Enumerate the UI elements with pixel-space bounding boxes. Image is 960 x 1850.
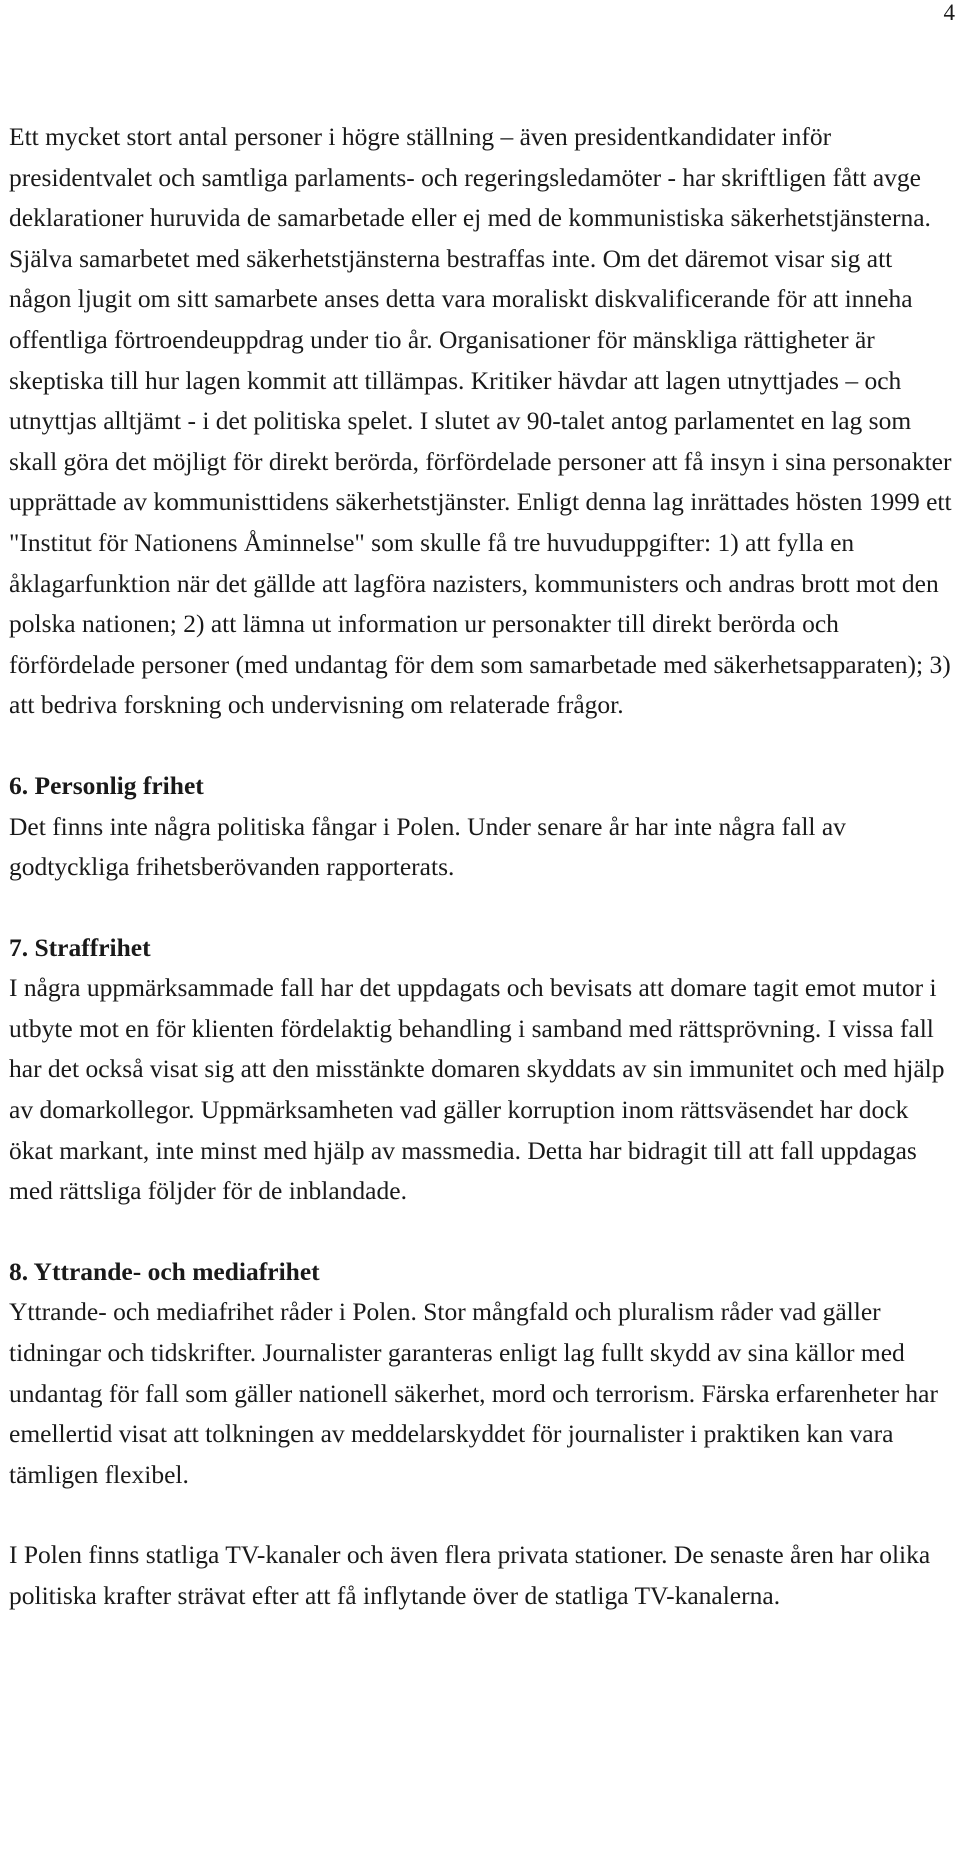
section-paragraph: I några uppmärksammade fall har det uppdagats och bevisats att domare tagit emot mutor i utbyte mot en för klienten fördelaktig behandling i samband med rättsprövning. I vissa fall har det också visat sig att den misstänkte domaren skyddats av sin immunitet och med hjälp av domarkollegor. Uppmärksamheten vad gäller korruption inom rättsväsendet har dock ökat markant, inte minst med hjälp av massmedia. Detta har bidragit till att fall uppdagas med rättsliga följder för de inblandade.: [9, 973, 945, 1206]
intro-paragraph: Ett mycket stort antal personer i högre ställning – även presidentkandidater inför presidentvalet och samtliga parlaments- och regeringsledamöter - har skriftligen fått avge deklarationer huruvida de samarbetade eller ej med de kommunistiska säkerhetstjänsterna. Själva samarbetet med säkerhetstjänsterna bestraffas inte. Om det däremot visar sig att någon ljugit om sitt samarbete anses detta vara moraliskt diskvalificerande för att inneha offentliga förtroendeuppdrag under tio år. Organisationer för mänskliga rättigheter är skeptiska till hur lagen kommit att tillämpas. Kritiker hävdar att lagen utnyttjades – och utnyttjas alltjämt - i det politiska spelet. I slutet av 90-talet antog parlamentet en lag som skall göra det möjligt för direkt berörda, förfördelade personer att få insyn i sina personakter upprättade av kommunisttidens säkerhetstjänster. Enligt denna lag inrättades hösten 1999 ett "Institut för Nationens Åminnelse" som skulle få tre huvuduppgifter: 1) att fylla en åklagarfunktion när det gällde att lagföra nazisters, kommunisters och andras brott mot den polska nationen; 2) att lämna ut information ur personakter till direkt berörda och förfördelade personer (med undantag för dem som samarbetade med säkerhetsapparaten); 3) att bedriva forskning och undervisning om relaterade frågor.: [9, 122, 952, 720]
section-heading: 7. Straffrihet: [9, 932, 151, 962]
section-paragraph: Yttrande- och mediafrihet råder i Polen. Stor mångfald och pluralism råder vad gäller tidningar och tidskrifter. Journalister garanteras enligt lag fullt skydd av sina källor med undantag för fall som gäller nationell säkerhet, mord och terrorism. Färska erfarenheter har emellertid visat att tolkningen av meddelarskyddet för journalister i praktiken kan vara tämligen flexibel.: [9, 1297, 938, 1489]
section-personlig-frihet: [9, 766, 957, 888]
page-number: 4: [943, 0, 955, 25]
section-paragraph: Det finns inte några politiska fångar i Polen. Under senare år har inte några fall av godtyckliga frihetsberövanden rapporterats.: [9, 811, 846, 882]
section-heading: 8. Yttrande- och mediafrihet: [9, 1256, 320, 1286]
section-straffrihet: [9, 928, 957, 1212]
document-body: [9, 117, 957, 1657]
section-yttrande-och-mediafrihet: [9, 1252, 957, 1617]
section-heading: 6. Personlig frihet: [9, 770, 204, 800]
section-paragraph: I Polen finns statliga TV-kanaler och även flera privata stationer. De senaste åren har olika politiska krafter strävat efter att få inflytande över de statliga TV-kanalerna.: [9, 1540, 931, 1610]
